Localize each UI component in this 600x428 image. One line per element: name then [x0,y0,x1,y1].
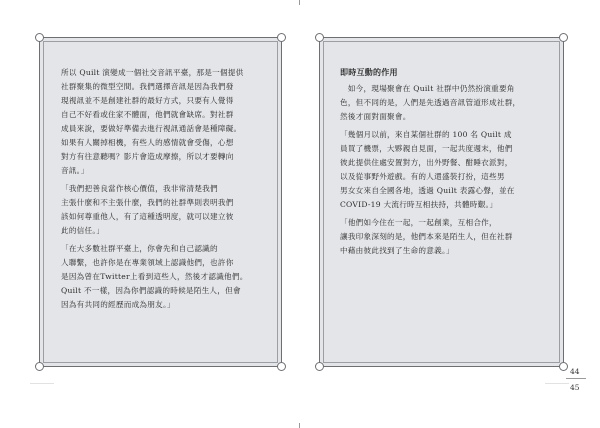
page-number-left: 44 [570,367,580,376]
text-line: 音訊。」 [61,166,89,175]
section-heading: 即時互動的作用 [340,68,398,77]
crop-mark-top [299,0,300,5]
text-line: 彼此提供住處安置對方，出外野餐、酣睡衣派對， [340,158,513,167]
faint-mark [30,383,54,384]
left-page-box [39,37,282,367]
corner-notch [277,33,286,42]
right-page-text [340,66,520,258]
page-number-rule [566,378,586,379]
text-line: 員買了機票，大夥親自見面，一起共度週末，他們 [340,144,513,153]
text-line: 對方有往意聽嗎？影片會造成摩擦，所以才要轉向 [61,152,234,161]
text-line: 此的信任。」 [61,226,105,235]
text-line: 自己不好看或住家不體面，他們就會缺席。對社群 [61,110,234,119]
text-line: 現視訊並不是創建社群的最好方式，只要有人覺得 [61,96,234,105]
text-line: 中藉由彼此找到了生命的意義。」 [340,246,454,255]
text-line: 「在大多數社群平臺上，你會先和自己認識的 [61,244,218,253]
corner-notch [315,33,324,42]
text-line: 讓我印象深刻的是，他們本來是陌生人，但在社群 [340,232,513,241]
text-line: 以及從事野外遊戲。有的人還盛裝打扮，這些男 [340,172,505,181]
text-line: 「我們把善良當作核心價值，我非常清楚我們 [61,184,218,193]
text-line: 該如何尊重他人，有了這種透明度，就可以建立彼 [61,212,234,221]
text-line: 成員來說，要做好準備去進行視訊通話會是種障礙。 [61,124,242,133]
text-line: 社群聚集的微型空間。我們選擇音訊是因為我們發 [61,82,234,91]
text-line: 如今，現場聚會在 Quilt 社群中仍然扮演重要角 [340,84,515,93]
text-line: COVID-19 大流行時互相扶持，共體時艱。」 [340,200,498,209]
text-line: 是因為曾在Twitter上看到這些人，然後才認識他們。 [61,272,248,281]
text-line: 「幾個月以前，來自某個社群的 100 名 Quilt 成 [340,130,512,139]
text-line: 男女女來自全國各地，透過 Quilt 表露心聲，並在 [340,186,515,195]
text-line: 人聯繫，也許你是在專業領域上認識他們，也許你 [61,258,234,267]
corner-notch [315,362,324,371]
text-line: 所以 Quilt 演變成一個社交音訊平臺，那是一個提供 [61,68,244,77]
page-number-right: 45 [570,383,580,392]
text-line: Quilt 不一樣，因為你們認識的時候是陌生人，但會 [61,286,241,295]
left-page-text [61,66,248,312]
corner-notch [35,362,44,371]
faint-mark [545,383,569,384]
crop-mark-bottom [299,423,300,428]
corner-notch [277,362,286,371]
text-line: 「他們如今住在一起，一起創業，互相合作， [340,218,497,227]
text-line: 因為有共同的經歷而成為朋友。」 [61,300,175,309]
corner-notch [35,33,44,42]
text-line: 然後才面對面聚會。 [340,112,411,121]
corner-notch [559,33,568,42]
text-line: 色，但不同的是，人們是先透過音訊管道形成社群， [340,98,521,107]
text-line: 主張什麼和不主張什麼，我們的社群準則表明我們 [61,198,234,207]
text-line: 如果有人關掉相機，有些人的感情就會受傷，心想 [61,138,234,147]
corner-notch [559,362,568,371]
right-page-box [319,37,564,367]
